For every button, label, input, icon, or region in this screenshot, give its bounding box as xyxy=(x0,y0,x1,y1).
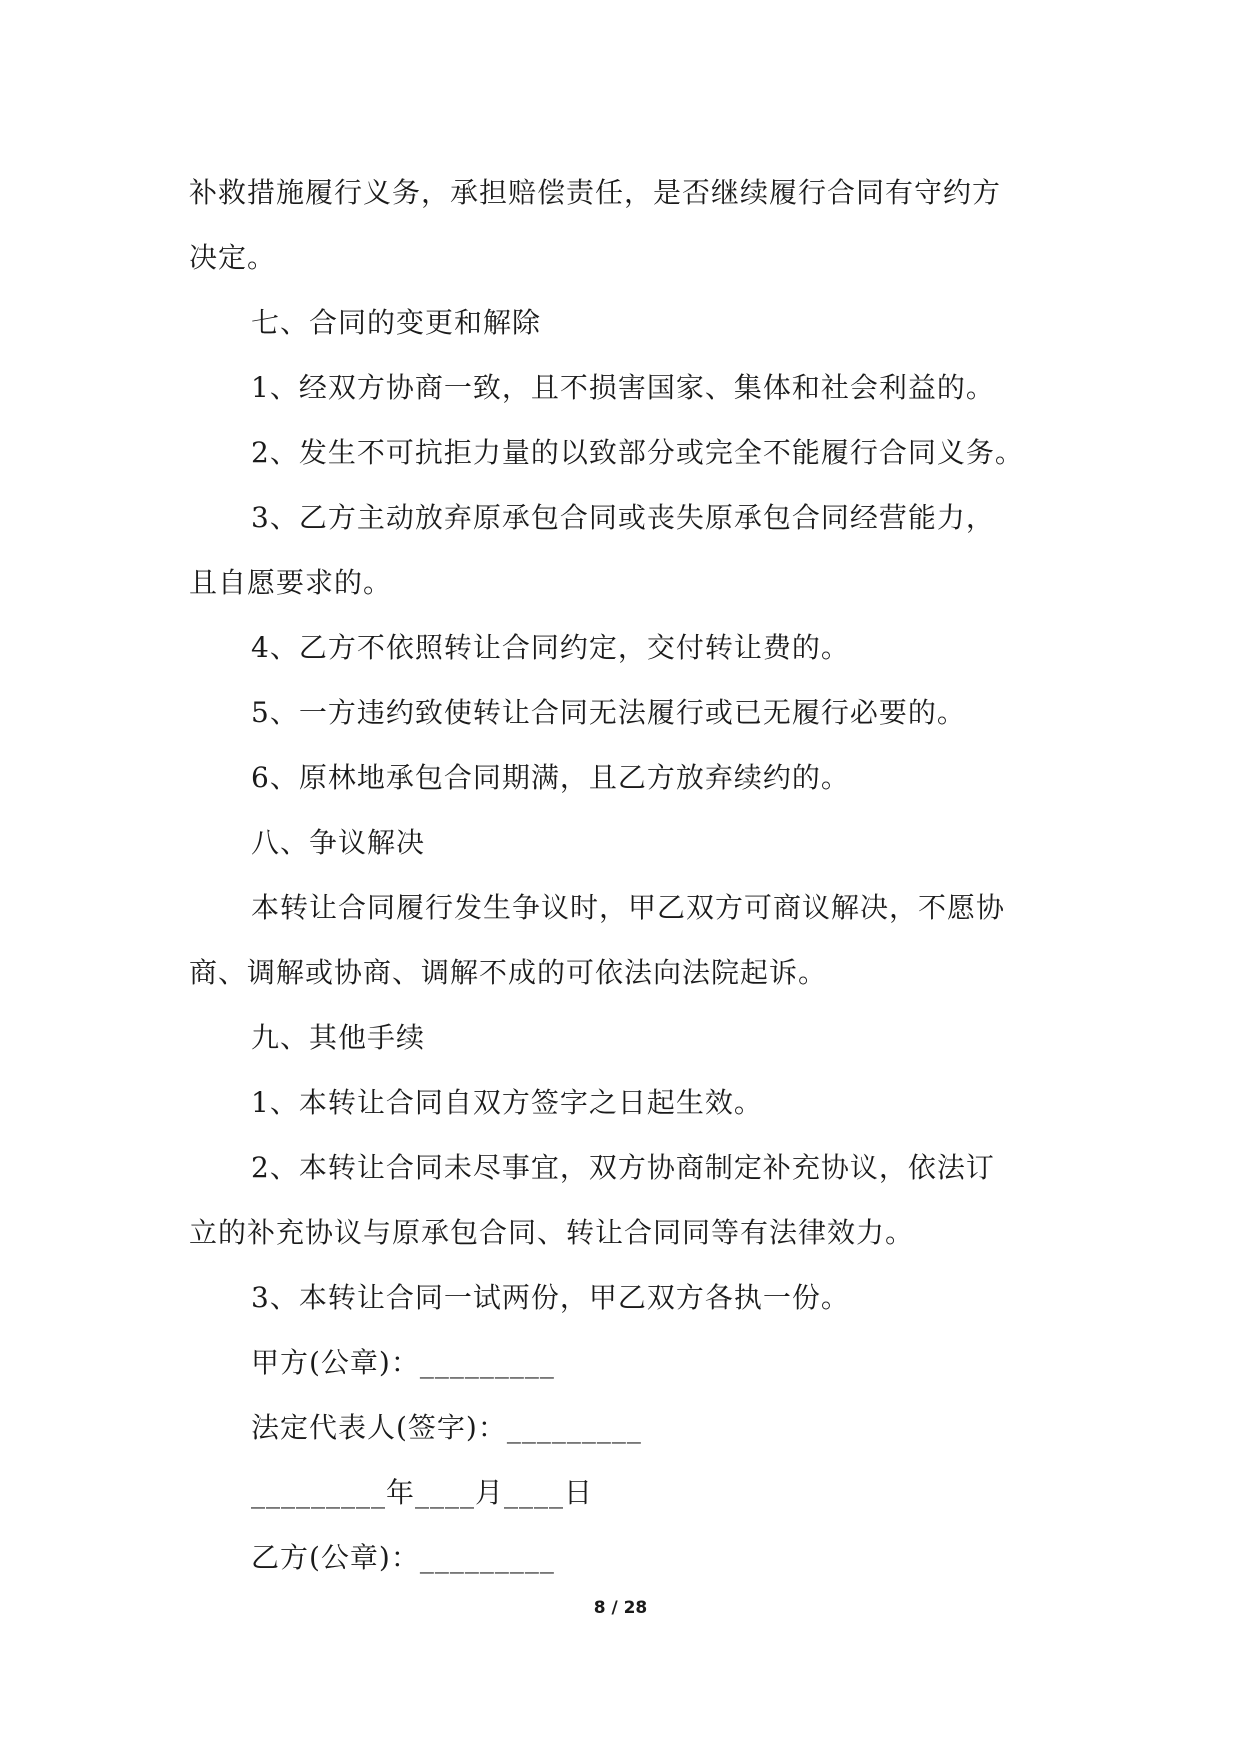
clause-item: 3、本转让合同一试两份，甲乙双方各执一份。 xyxy=(251,1281,850,1314)
signature-field-legal-rep: 法定代表人(签字)：_________ xyxy=(251,1411,642,1444)
clause-item: 3、乙方主动放弃原承包合同或丧失原承包合同经营能力， xyxy=(251,501,995,534)
section-heading: 七、合同的变更和解除 xyxy=(251,306,542,339)
body-line: 立的补充协议与原承包合同、转让合同同等有法律效力。 xyxy=(189,1216,915,1249)
signature-field-date: _________年____月____日 xyxy=(251,1476,594,1509)
clause-item: 2、发生不可抗拒力量的以致部分或完全不能履行合同义务。 xyxy=(251,436,1024,469)
clause-item: 4、乙方不依照转让合同约定，交付转让费的。 xyxy=(251,631,850,664)
body-line: 且自愿要求的。 xyxy=(189,566,393,599)
signature-field-party-a-seal: 甲方(公章)：_________ xyxy=(251,1346,555,1379)
section-heading: 九、其他手续 xyxy=(251,1021,426,1054)
clause-item: 1、经双方协商一致，且不损害国家、集体和社会利益的。 xyxy=(251,371,995,404)
body-line: 补救措施履行义务，承担赔偿责任，是否继续履行合同有守约方 xyxy=(189,176,1002,209)
section-heading: 八、争议解决 xyxy=(251,826,426,859)
document-body xyxy=(189,160,1069,1590)
clause-item: 1、本转让合同自双方签字之日起生效。 xyxy=(251,1086,763,1119)
body-line: 商、调解或协商、调解不成的可依法向法院起诉。 xyxy=(189,956,828,989)
signature-field-party-b-seal: 乙方(公章)：_________ xyxy=(251,1541,555,1574)
clause-item: 2、本转让合同未尽事宜，双方协商制定补充协议，依法订 xyxy=(251,1151,995,1184)
clause-item: 6、原林地承包合同期满，且乙方放弃续约的。 xyxy=(251,761,850,794)
body-line: 决定。 xyxy=(189,241,277,274)
page-number: 8 / 28 xyxy=(593,1598,648,1618)
clause-item: 5、一方违约致使转让合同无法履行或已无履行必要的。 xyxy=(251,696,966,729)
body-line: 本转让合同履行发生争议时，甲乙双方可商议解决，不愿协 xyxy=(251,891,1006,924)
